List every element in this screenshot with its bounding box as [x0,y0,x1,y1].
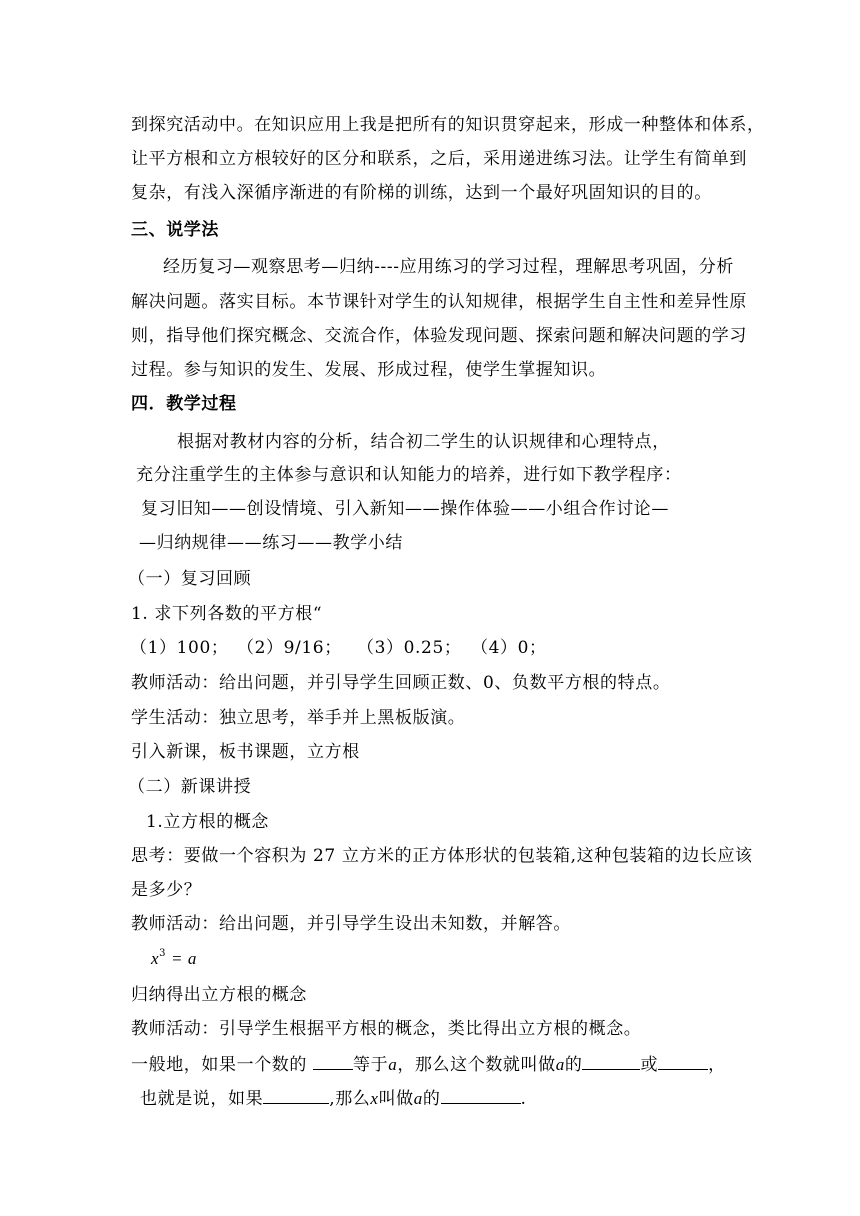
answer-blank[interactable] [658,1053,708,1070]
subsection-heading: （一）复习回顾 [128,569,252,589]
math-variable: a [555,1055,565,1074]
paragraph-line: 归纳得出立方根的概念 [131,985,307,1005]
paragraph-line: 思考：要做一个容积为 27 立方米的正方体形状的包装箱,这种包装箱的边长应该 [131,846,753,866]
paragraph-line: 充分注重学生的主体参与意识和认知能力的培养，进行如下教学程序： [136,465,682,485]
paragraph-line: 引入新课，板书课题，立方根 [131,742,360,762]
sentence-text: . [520,1089,527,1109]
subsection-heading: 1.立方根的概念 [146,812,270,832]
paragraph-line: 是多少？ [131,880,202,900]
paragraph-line: 学生活动：独立思考，举手并上黑板版演。 [131,708,466,728]
question-line: 1. 求下列各数的平方根“ [131,604,323,624]
sentence-text: 一般地，如果一个数的 [131,1055,314,1075]
sentence-text: 等于 [353,1055,389,1075]
exercise-item: （3）0.25； [357,638,462,658]
answer-blank[interactable] [441,1087,521,1104]
sentence-text: 或 [640,1055,659,1075]
paragraph-line: 教师活动：给出问题，并引导学生回顾正数、0、负数平方根的特点。 [131,673,671,693]
paragraph-line: 解决问题。落实目标。本节课针对学生的认知规律，根据学生自主性和差异性原 [131,292,747,312]
equation-rest: = a [166,949,197,968]
paragraph-line: 让平方根和立方根较好的区分和联系，之后，采用递进练习法。让学生有简单到 [131,149,747,169]
exercise-item: （1）100； [130,638,229,658]
equation [151,948,197,973]
exercise-item: （2）9/16； [237,638,342,658]
paragraph-line: —归纳规律——练习——教学小结 [139,533,403,553]
sentence-text: 的 [422,1089,441,1109]
paragraph-line: 则，指导他们探究概念、交流合作，体验发现问题、探索问题和解决问题的学习 [131,326,747,346]
equation-variable: x [151,949,160,968]
answer-blank[interactable] [313,1053,353,1070]
math-variable: a [413,1089,423,1108]
paragraph-line: 经历复习—观察思考—归纳----应用练习的学习过程，理解思考巩固，分析 [163,257,734,277]
sentence-text: ， [708,1055,726,1075]
answer-blank[interactable] [582,1053,640,1070]
math-variable: x [370,1089,379,1108]
paragraph-line: 教师活动：给出问题，并引导学生设出未知数，并解答。 [131,914,571,934]
sentence-text: 的 [564,1055,583,1075]
equation-exponent: 3 [159,948,167,959]
sentence-text: 也就是说，如果 [140,1089,264,1109]
math-variable: a [388,1055,398,1074]
sentence-text: ，那么这个数就叫做 [397,1055,556,1075]
sentence-text: 叫做 [378,1089,414,1109]
paragraph-line: 教师活动：引导学生根据平方根的概念，类比得出立方根的概念。 [131,1019,642,1039]
fill-in-sentence [131,1053,726,1076]
answer-blank[interactable] [263,1087,329,1104]
paragraph-line: 复习旧知——创设情境、引入新知——操作体验——小组合作讨论— [141,499,669,519]
paragraph-line: 过程。参与知识的发生、发展、形成过程，使学生掌握知识。 [131,360,607,380]
section-heading-4: 四．教学过程 [131,394,237,414]
paragraph-line: 复杂，有浅入深循序渐进的有阶梯的训练，达到一个最好巩固知识的目的。 [131,183,712,203]
sentence-text: ,那么 [329,1089,371,1109]
section-heading-3: 三、说学法 [131,220,219,240]
subsection-heading: （二）新课讲授 [128,777,252,797]
paragraph-line: 到探究活动中。在知识应用上我是把所有的知识贯穿起来，形成一种整体和体系， [131,115,765,135]
paragraph-line: 根据对教材内容的分析，结合初二学生的认识规律和心理特点， [177,432,670,452]
fill-in-sentence [140,1087,527,1110]
exercise-item: （4）0； [471,638,547,658]
